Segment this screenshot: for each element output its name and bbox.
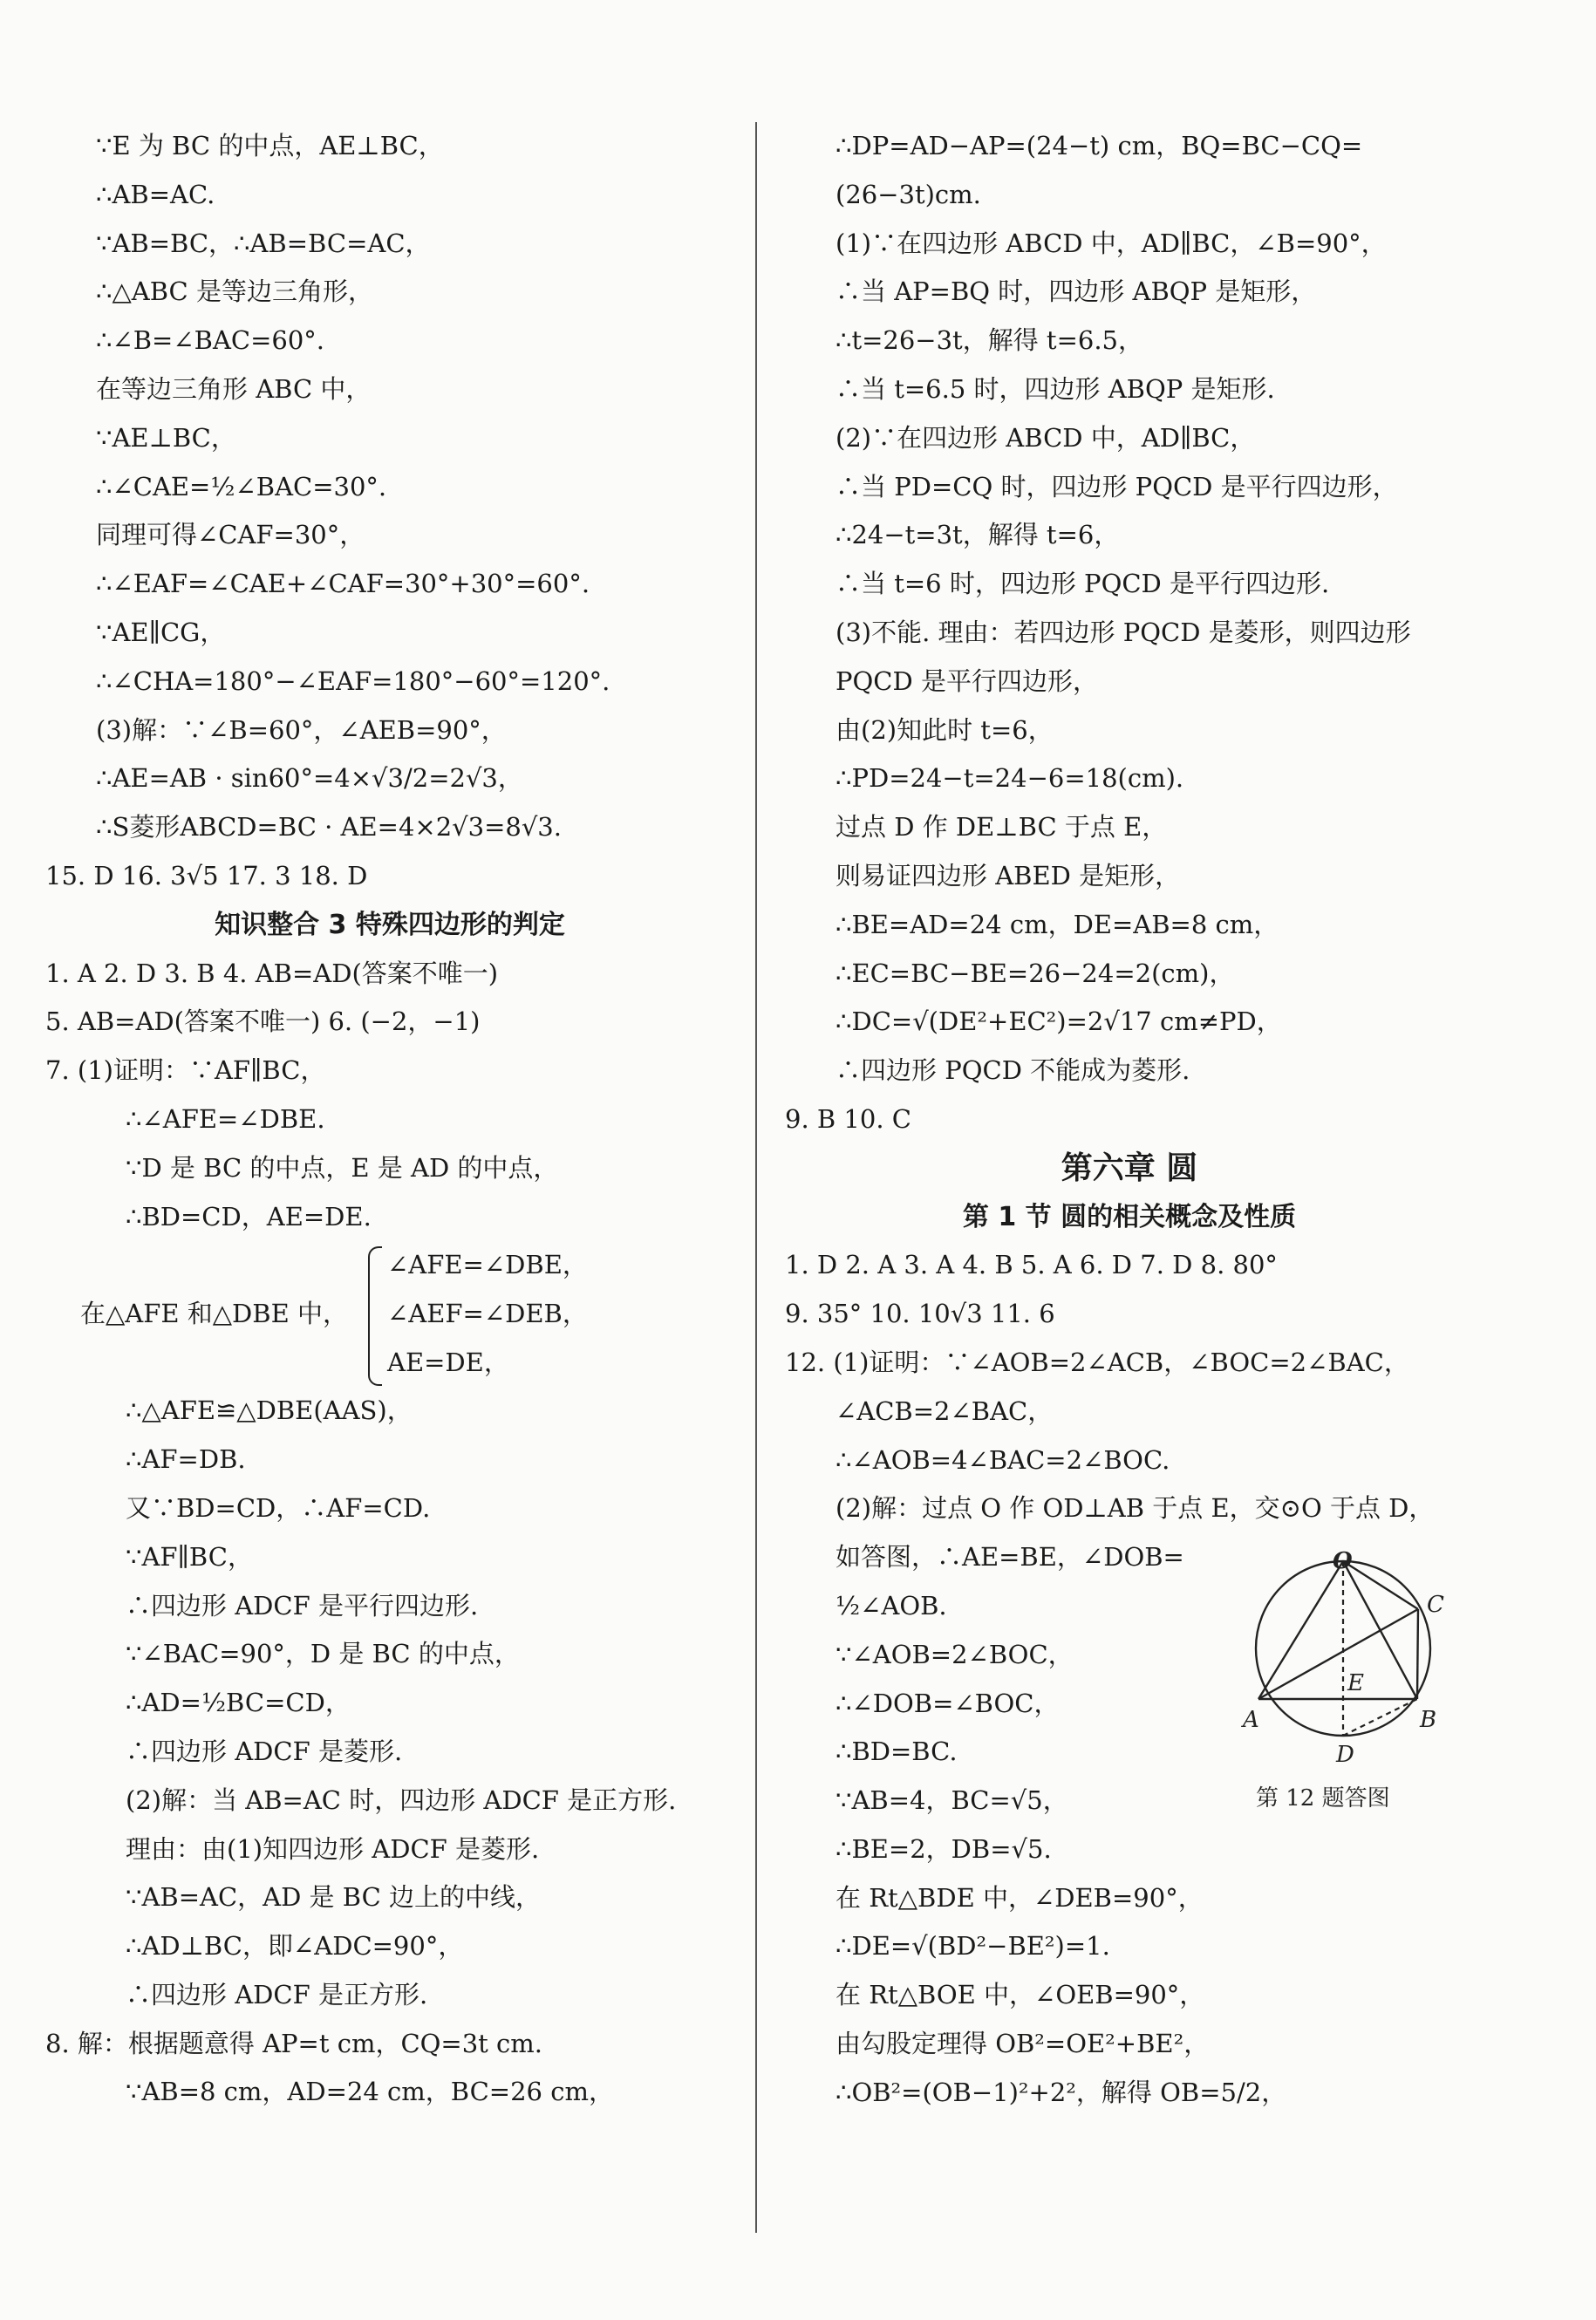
solution-line: ∵AE⊥BC， [96, 422, 236, 453]
solution-line: ∴DC=√(DE²+EC²)=2√17 cm≠PD， [836, 1006, 1282, 1037]
label-c: C [1427, 1592, 1444, 1618]
solution-line: ∵AE∥CG， [96, 617, 226, 647]
solution-line: ∴AF=DB. [126, 1444, 246, 1475]
solution-line: ∴AD=½BC=CD， [126, 1688, 351, 1718]
label-e: E [1347, 1670, 1364, 1696]
solution-line: ∵AB=AC，AD 是 BC 边上的中线， [126, 1882, 542, 1913]
brace-conditions [387, 1241, 588, 1387]
solution-line: ∴BE=2，DB=√5. [836, 1833, 1052, 1864]
solution-line: ∴BD=BC. [836, 1737, 958, 1767]
solution-line: 由(2)知此时 t=6， [836, 714, 1054, 745]
solution-line: 15. D 16. 3√5 17. 3 18. D [45, 860, 368, 890]
solution-line: ∵D 是 BC 的中点，E 是 AD 的中点， [126, 1152, 559, 1183]
solution-line: 又∵BD=CD，∴AF=CD. [126, 1492, 431, 1523]
solution-line: (3)不能. 理由：若四边形 PQCD 是菱形，则四边形 [836, 617, 1411, 647]
solution-line: ∵AB=BC，∴AB=BC=AC， [96, 228, 431, 258]
solution-line: (1)∵在四边形 ABCD 中，AD∥BC，∠B=90°， [836, 228, 1387, 258]
label-o: O [1333, 1548, 1353, 1574]
solution-line: (26−3t)cm. [836, 179, 981, 209]
brace-condition-block [45, 1241, 734, 1387]
solution-line: ∴EC=BC−BE=26−24=2(cm)， [836, 958, 1235, 988]
solution-line: ∴∠CAE=½∠BAC=30°. [96, 471, 387, 502]
solution-line: (3)解：∵∠B=60°，∠AEB=90°， [96, 714, 507, 745]
section-heading: 第 1 节 圆的相关概念及性质 [962, 1201, 1297, 1232]
solution-line: ∴∠B=∠BAC=60°. [96, 325, 325, 356]
solution-line: ∴24−t=3t，解得 t=6， [836, 520, 1120, 550]
solution-line: ∴∠EAF=∠CAE+∠CAF=30°+30°=60°. [96, 569, 590, 599]
solution-line: ∴S菱形ABCD=BC · AE=4×2√3=8√3. [96, 812, 562, 843]
solution-line: 在 Rt△BOE 中，∠OEB=90°， [836, 1980, 1205, 2010]
label-b: B [1420, 1707, 1437, 1733]
solution-line: ∴四边形 ADCF 是平行四边形. [126, 1590, 479, 1621]
solution-line: (2)∵在四边形 ABCD 中，AD∥BC， [836, 422, 1256, 453]
solution-line: ∴当 PD=CQ 时，四边形 PQCD 是平行四边形， [836, 471, 1398, 502]
label-a: A [1243, 1707, 1259, 1733]
solution-line: 在等边三角形 ABC 中， [96, 373, 372, 404]
solution-line: 8. 解：根据题意得 AP=t cm，CQ=3t cm. [45, 2028, 543, 2058]
section-heading: 第六章 圆 [1061, 1150, 1198, 1186]
label-d: D [1336, 1742, 1354, 1768]
solution-line: ∴四边形 ADCF 是正方形. [126, 1979, 428, 2010]
solution-line: ∵AF∥BC， [126, 1541, 253, 1572]
solution-line: 在 Rt△BDE 中，∠DEB=90°， [836, 1882, 1204, 1913]
solution-line: ½∠AOB. [836, 1590, 947, 1621]
solution-line: ∴DE=√(BD²−BE²)=1. [836, 1931, 1110, 1962]
solution-line: 则易证四边形 ABED 是矩形， [836, 860, 1181, 890]
column-divider [755, 122, 757, 2233]
solution-line: ∴BD=CD，AE=DE. [126, 1201, 372, 1232]
solution-line: 同理可得∠CAF=30°， [96, 520, 365, 550]
solution-line: (2)解：当 AB=AC 时，四边形 ADCF 是正方形. [126, 1784, 677, 1815]
solution-line: ∴OB²=(OB−1)²+2²，解得 OB=5/2， [836, 2077, 1287, 2107]
solution-line: (2)解：过点 O 作 OD⊥AB 于点 E，交⊙O 于点 D， [836, 1493, 1435, 1524]
solution-line: ∴∠CHA=180°−∠EAF=180°−60°=120°. [96, 665, 610, 696]
solution-line: ∴t=26−3t，解得 t=6.5， [836, 325, 1143, 356]
brace-label: 在△AFE 和△DBE 中， [80, 1299, 349, 1329]
solution-line: ∴∠AOB=4∠BAC=2∠BOC. [836, 1444, 1170, 1475]
solution-line: ∴△AFE≌△DBE(AAS)， [126, 1395, 413, 1426]
circle-diagram [1243, 1548, 1483, 1814]
solution-line: ∴当 t=6 时，四边形 PQCD 是平行四边形. [836, 569, 1330, 599]
solution-line: 9. 35° 10. 10√3 11. 6 [785, 1299, 1055, 1329]
solution-line: ∴PD=24−t=24−6=18(cm). [836, 763, 1184, 794]
solution-line: ∴DP=AD−AP=(24−t) cm，BQ=BC−CQ= [836, 131, 1363, 160]
brace-icon [368, 1246, 382, 1386]
solution-line: 9. B 10. C [785, 1103, 911, 1134]
brace-condition: ∠AFE=∠DBE， [387, 1250, 588, 1280]
section-heading: 知识整合 3 特殊四边形的判定 [215, 909, 565, 940]
solution-line: 12. (1)证明：∵∠AOB=2∠ACB，∠BOC=2∠BAC， [785, 1347, 1409, 1377]
solution-line: ∴∠AFE=∠DBE. [126, 1103, 325, 1134]
solution-line: 过点 D 作 DE⊥BC 于点 E， [836, 812, 1168, 843]
solution-line: ∴当 t=6.5 时，四边形 ABQP 是矩形. [836, 373, 1275, 404]
solution-line: ∴AB=AC. [96, 179, 215, 209]
solution-line: 5. AB=AD(答案不唯一) 6. (−2，−1) [45, 1006, 481, 1037]
solution-line: ∠ACB=2∠BAC， [836, 1395, 1054, 1426]
left-column [45, 122, 734, 2117]
solution-line: 1. D 2. A 3. A 4. B 5. A 6. D 7. D 8. 80° [785, 1250, 1278, 1280]
solution-line: ∴AD⊥BC，即∠ADC=90°， [126, 1931, 464, 1962]
solution-line: ∴∠DOB=∠BOC， [836, 1688, 1060, 1718]
solution-line: ∴BE=AD=24 cm，DE=AB=8 cm， [836, 909, 1279, 939]
solution-line: ∴△ABC 是等边三角形， [96, 276, 373, 307]
solution-line: ∴当 AP=BQ 时，四边形 ABQP 是矩形， [836, 276, 1317, 307]
solution-line: PQCD 是平行四边形， [836, 665, 1098, 696]
brace-condition: ∠AEF=∠DEB， [387, 1299, 588, 1329]
solution-line: 1. A 2. D 3. B 4. AB=AD(答案不唯一) [45, 958, 499, 988]
brace-condition: AE=DE， [387, 1347, 509, 1377]
figure-caption: 第 12 题答图 [1256, 1785, 1390, 1812]
solution-line: 如答图，∴AE=BE，∠DOB= [836, 1542, 1184, 1573]
solution-line: ∵∠AOB=2∠BOC， [836, 1639, 1074, 1669]
solution-line: 理由：由(1)知四边形 ADCF 是菱形. [126, 1833, 540, 1864]
solution-line: ∵AB=4，BC=√5， [836, 1785, 1068, 1816]
solution-line: ∵∠BAC=90°，D 是 BC 的中点， [126, 1639, 520, 1669]
solution-line: ∴AE=AB · sin60°=4×√3/2=2√3， [96, 763, 523, 794]
figure-q12 [1243, 1548, 1483, 1814]
solution-line: ∵E 为 BC 的中点，AE⊥BC， [96, 131, 444, 160]
solution-line: 由勾股定理得 OB²=OE²+BE²， [836, 2029, 1210, 2059]
solution-line: ∴四边形 PQCD 不能成为菱形. [836, 1055, 1190, 1086]
solution-line: ∵AB=8 cm，AD=24 cm，BC=26 cm， [126, 2077, 614, 2107]
right-column [785, 122, 1474, 2118]
solution-line: ∴四边形 ADCF 是菱形. [126, 1736, 403, 1766]
solution-line: 7. (1)证明：∵AF∥BC， [45, 1055, 326, 1086]
